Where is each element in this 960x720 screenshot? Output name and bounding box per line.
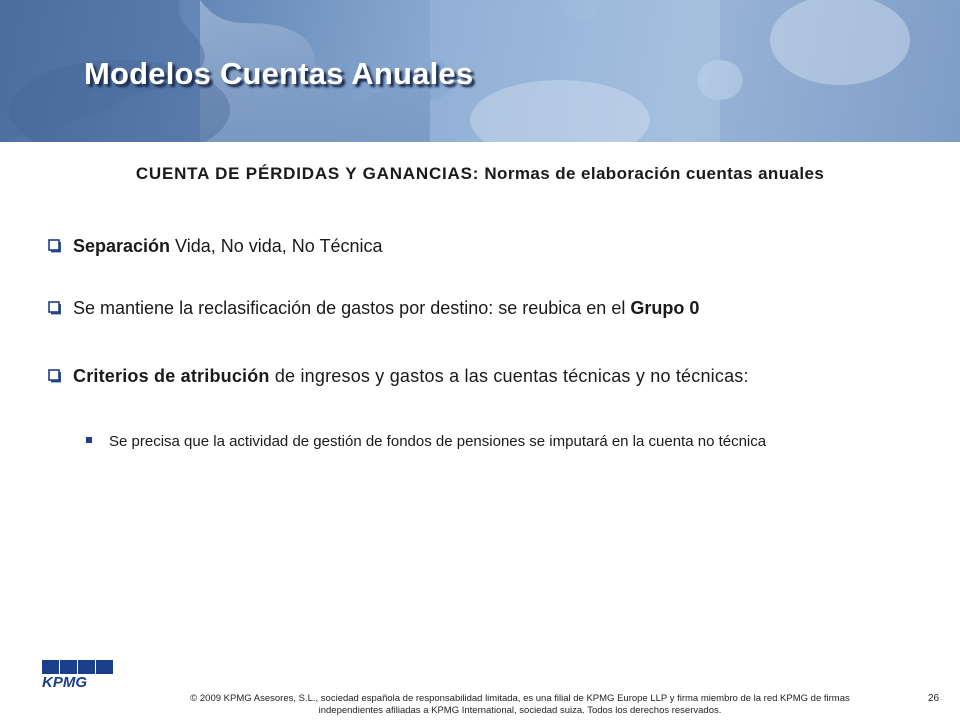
bullet-bold-text: Grupo 0 xyxy=(630,298,700,318)
bullet-text: Se mantiene la reclasificación de gastos por destino: se reubica en el xyxy=(73,298,631,318)
bullet-bold-text: Criterios de atribución xyxy=(73,366,270,386)
bullet-text: Vida, No vida, No Técnica xyxy=(170,236,383,256)
kpmg-logo xyxy=(42,660,114,690)
bullet-text: de ingresos y gastos a las cuentas técnicas y no técnicas: xyxy=(269,366,749,386)
logo-text: KPMG xyxy=(42,674,87,690)
filled-square-bullet-icon xyxy=(86,437,92,443)
bullet-bold-text: Separación xyxy=(73,236,171,256)
footer-copyright xyxy=(130,693,910,717)
hollow-square-bullet-icon xyxy=(48,239,62,253)
bullet-item xyxy=(48,298,699,319)
subtitle-heading: CUENTA DE PÉRDIDAS Y GANANCIAS: xyxy=(135,164,480,183)
subtitle-description: Normas de elaboración cuentas anuales xyxy=(479,164,825,183)
page-number: 26 xyxy=(928,693,940,704)
footer-line-1: © 2009 KPMG Asesores, S.L., sociedad española de responsabilidad limitada, es una filial de KPMG Europe LLP y firma miembro de la red KPMG de firmas xyxy=(190,693,850,704)
slide-subtitle xyxy=(0,164,960,184)
slide-title: Modelos Cuentas Anuales xyxy=(84,56,474,91)
sub-bullet-text: Se precisa que la actividad de gestión de fondos de pensiones se imputará en la cuenta no técnica xyxy=(109,433,767,450)
header-banner-puzzle-image xyxy=(0,0,960,142)
sub-bullet-item xyxy=(86,432,886,452)
hollow-square-bullet-icon xyxy=(48,369,62,383)
bullet-item xyxy=(48,366,749,387)
hollow-square-bullet-icon xyxy=(48,301,62,315)
footer-line-2: independientes afiliadas a KPMG International, sociedad suiza. Todos los derechos reservados. xyxy=(318,705,722,716)
bullet-item xyxy=(48,236,383,257)
